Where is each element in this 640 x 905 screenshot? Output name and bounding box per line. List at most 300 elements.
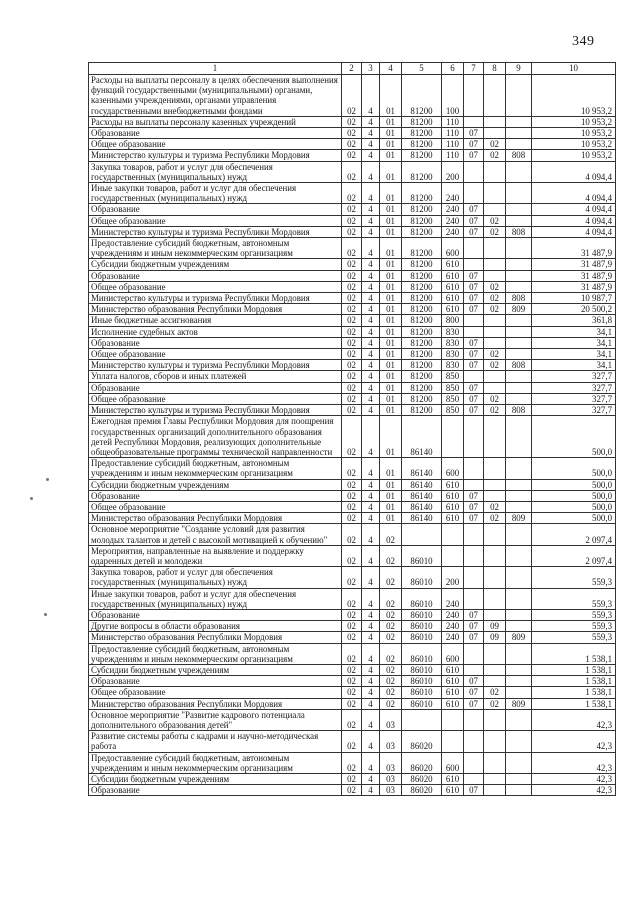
code-cell-c9 xyxy=(506,545,532,566)
amount-cell: 500,0 xyxy=(532,416,616,458)
code-cell-c3: 4 xyxy=(362,128,380,139)
code-cell-c2: 02 xyxy=(342,259,362,270)
code-cell-c9 xyxy=(506,183,532,204)
code-cell-c5: 86010 xyxy=(402,664,442,675)
code-cell-c3: 4 xyxy=(362,238,380,259)
code-cell-c3: 4 xyxy=(362,215,380,226)
code-cell-c6: 610 xyxy=(442,293,464,304)
code-cell-c9 xyxy=(506,609,532,620)
code-cell-c5: 81200 xyxy=(402,293,442,304)
table-row xyxy=(89,326,616,337)
amount-cell: 559,3 xyxy=(532,621,616,632)
amount-cell: 4 094,4 xyxy=(532,215,616,226)
code-cell-c7: 07 xyxy=(464,360,484,371)
code-cell-c7: 07 xyxy=(464,609,484,620)
amount-cell: 559,3 xyxy=(532,567,616,588)
scan-speck xyxy=(44,613,47,616)
code-cell-c3: 4 xyxy=(362,139,380,150)
row-name-cell: Министерство культуры и туризма Республики Мордовия xyxy=(89,150,342,161)
code-cell-c7 xyxy=(464,238,484,259)
code-cell-c5: 86010 xyxy=(402,588,442,609)
amount-cell: 1 538,1 xyxy=(532,687,616,698)
code-cell-c7: 07 xyxy=(464,676,484,687)
row-name-cell: Субсидии бюджетным учреждениям xyxy=(89,259,342,270)
table-row xyxy=(89,349,616,360)
code-cell-c7 xyxy=(464,752,484,773)
code-cell-c9 xyxy=(506,349,532,360)
code-cell-c6: 610 xyxy=(442,490,464,501)
code-cell-c5: 81200 xyxy=(402,116,442,127)
code-cell-c9 xyxy=(506,270,532,281)
code-cell-c5: 81200 xyxy=(402,371,442,382)
table-row xyxy=(89,588,616,609)
code-cell-c7: 07 xyxy=(464,382,484,393)
code-cell-c2: 02 xyxy=(342,315,362,326)
code-cell-c4: 01 xyxy=(380,405,402,416)
code-cell-c3: 4 xyxy=(362,270,380,281)
table-row xyxy=(89,304,616,315)
table-row xyxy=(89,416,616,458)
row-name-cell: Министерство культуры и туризма Республики Мордовия xyxy=(89,405,342,416)
amount-cell: 327,7 xyxy=(532,393,616,404)
code-cell-c6: 110 xyxy=(442,150,464,161)
code-cell-c4: 01 xyxy=(380,116,402,127)
code-cell-c8: 02 xyxy=(484,687,506,698)
code-cell-c9 xyxy=(506,75,532,117)
code-cell-c6: 610 xyxy=(442,774,464,785)
table-row xyxy=(89,513,616,524)
table-row xyxy=(89,752,616,773)
amount-cell: 31 487,9 xyxy=(532,259,616,270)
row-name-cell: Образование xyxy=(89,382,342,393)
column-header: 6 xyxy=(442,63,464,75)
code-cell-c7: 07 xyxy=(464,621,484,632)
amount-cell: 2 097,4 xyxy=(532,545,616,566)
code-cell-c2: 02 xyxy=(342,632,362,643)
code-cell-c6: 600 xyxy=(442,238,464,259)
scan-speck xyxy=(30,497,33,500)
code-cell-c2: 02 xyxy=(342,785,362,796)
table-row xyxy=(89,382,616,393)
code-cell-c6: 850 xyxy=(442,382,464,393)
code-cell-c6: 610 xyxy=(442,664,464,675)
code-cell-c7: 07 xyxy=(464,215,484,226)
table-row xyxy=(89,774,616,785)
code-cell-c3: 4 xyxy=(362,304,380,315)
code-cell-c5: 86140 xyxy=(402,458,442,479)
code-cell-c2: 02 xyxy=(342,405,362,416)
code-cell-c2: 02 xyxy=(342,150,362,161)
code-cell-c3: 4 xyxy=(362,490,380,501)
code-cell-c3: 4 xyxy=(362,281,380,292)
code-cell-c4: 01 xyxy=(380,204,402,215)
code-cell-c8 xyxy=(484,709,506,730)
code-cell-c9 xyxy=(506,588,532,609)
code-cell-c4: 02 xyxy=(380,632,402,643)
code-cell-c6: 610 xyxy=(442,785,464,796)
row-name-cell: Образование xyxy=(89,676,342,687)
code-cell-c4: 01 xyxy=(380,270,402,281)
amount-cell: 559,3 xyxy=(532,609,616,620)
code-cell-c4: 01 xyxy=(380,349,402,360)
code-cell-c8: 02 xyxy=(484,393,506,404)
row-name-cell: Министерство образования Республики Мордовия xyxy=(89,632,342,643)
code-cell-c8 xyxy=(484,479,506,490)
code-cell-c7 xyxy=(464,116,484,127)
code-cell-c8: 02 xyxy=(484,304,506,315)
code-cell-c8 xyxy=(484,259,506,270)
column-header: 1 xyxy=(89,63,342,75)
code-cell-c9 xyxy=(506,731,532,752)
table-row xyxy=(89,360,616,371)
code-cell-c6 xyxy=(442,416,464,458)
code-cell-c9 xyxy=(506,371,532,382)
code-cell-c6: 850 xyxy=(442,405,464,416)
code-cell-c3: 4 xyxy=(362,337,380,348)
code-cell-c3: 4 xyxy=(362,676,380,687)
code-cell-c9: 808 xyxy=(506,360,532,371)
row-name-cell: Уплата налогов, сборов и иных платежей xyxy=(89,371,342,382)
code-cell-c3: 4 xyxy=(362,382,380,393)
code-cell-c3: 4 xyxy=(362,752,380,773)
code-cell-c5: 81200 xyxy=(402,226,442,237)
amount-cell: 10 953,2 xyxy=(532,139,616,150)
code-cell-c3: 4 xyxy=(362,698,380,709)
amount-cell: 1 538,1 xyxy=(532,676,616,687)
code-cell-c8 xyxy=(484,238,506,259)
code-cell-c3: 4 xyxy=(362,360,380,371)
code-cell-c3: 4 xyxy=(362,664,380,675)
code-cell-c8 xyxy=(484,643,506,664)
table-row xyxy=(89,238,616,259)
code-cell-c7: 07 xyxy=(464,204,484,215)
code-cell-c7: 07 xyxy=(464,150,484,161)
code-cell-c7: 07 xyxy=(464,281,484,292)
code-cell-c5: 81200 xyxy=(402,337,442,348)
amount-cell: 361,8 xyxy=(532,315,616,326)
code-cell-c5: 86010 xyxy=(402,567,442,588)
code-cell-c7: 07 xyxy=(464,501,484,512)
code-cell-c5 xyxy=(402,524,442,545)
code-cell-c6: 240 xyxy=(442,632,464,643)
table-row xyxy=(89,75,616,117)
code-cell-c9 xyxy=(506,204,532,215)
code-cell-c6: 610 xyxy=(442,513,464,524)
column-header: 4 xyxy=(380,63,402,75)
code-cell-c3: 4 xyxy=(362,501,380,512)
code-cell-c8: 02 xyxy=(484,501,506,512)
code-cell-c6: 800 xyxy=(442,315,464,326)
code-cell-c3: 4 xyxy=(362,75,380,117)
code-cell-c8: 09 xyxy=(484,621,506,632)
code-cell-c3: 4 xyxy=(362,524,380,545)
code-cell-c9 xyxy=(506,621,532,632)
code-cell-c8 xyxy=(484,664,506,675)
code-cell-c7: 07 xyxy=(464,270,484,281)
code-cell-c6: 600 xyxy=(442,458,464,479)
row-name-cell: Основное мероприятие "Развитие кадрового потенциала дополнительного образования детей" xyxy=(89,709,342,730)
table-row xyxy=(89,524,616,545)
code-cell-c2: 02 xyxy=(342,490,362,501)
code-cell-c8 xyxy=(484,731,506,752)
code-cell-c5: 86140 xyxy=(402,513,442,524)
table-row xyxy=(89,632,616,643)
table-row xyxy=(89,567,616,588)
code-cell-c9 xyxy=(506,116,532,127)
amount-cell: 4 094,4 xyxy=(532,226,616,237)
code-cell-c9 xyxy=(506,215,532,226)
code-cell-c7: 07 xyxy=(464,337,484,348)
code-cell-c2: 02 xyxy=(342,416,362,458)
code-cell-c6: 110 xyxy=(442,139,464,150)
code-cell-c9 xyxy=(506,259,532,270)
code-cell-c6: 610 xyxy=(442,501,464,512)
code-cell-c4: 01 xyxy=(380,326,402,337)
table-row xyxy=(89,161,616,182)
row-name-cell: Министерство культуры и туризма Республики Мордовия xyxy=(89,226,342,237)
code-cell-c4: 01 xyxy=(380,382,402,393)
code-cell-c2: 02 xyxy=(342,458,362,479)
code-cell-c9 xyxy=(506,643,532,664)
row-name-cell: Развитие системы работы с кадрами и научно-методическая работа xyxy=(89,731,342,752)
code-cell-c2: 02 xyxy=(342,326,362,337)
table-row xyxy=(89,128,616,139)
code-cell-c4: 02 xyxy=(380,588,402,609)
table-row xyxy=(89,183,616,204)
code-cell-c9 xyxy=(506,128,532,139)
code-cell-c6: 610 xyxy=(442,281,464,292)
code-cell-c2: 02 xyxy=(342,304,362,315)
table-row xyxy=(89,281,616,292)
code-cell-c8 xyxy=(484,128,506,139)
code-cell-c2: 02 xyxy=(342,293,362,304)
code-cell-c5: 81200 xyxy=(402,360,442,371)
table-row xyxy=(89,490,616,501)
amount-cell: 2 097,4 xyxy=(532,524,616,545)
code-cell-c4: 01 xyxy=(380,513,402,524)
code-cell-c4: 01 xyxy=(380,304,402,315)
table-row xyxy=(89,226,616,237)
table-row xyxy=(89,405,616,416)
code-cell-c5: 86010 xyxy=(402,676,442,687)
code-cell-c3: 4 xyxy=(362,371,380,382)
code-cell-c8 xyxy=(484,183,506,204)
code-cell-c6: 200 xyxy=(442,161,464,182)
code-cell-c6: 610 xyxy=(442,698,464,709)
table-row xyxy=(89,215,616,226)
code-cell-c4: 01 xyxy=(380,128,402,139)
code-cell-c7: 07 xyxy=(464,349,484,360)
table-row xyxy=(89,609,616,620)
code-cell-c5: 86140 xyxy=(402,416,442,458)
amount-cell: 42,3 xyxy=(532,709,616,730)
code-cell-c3: 4 xyxy=(362,687,380,698)
table-row xyxy=(89,371,616,382)
code-cell-c6: 240 xyxy=(442,621,464,632)
code-cell-c6: 240 xyxy=(442,588,464,609)
code-cell-c3: 4 xyxy=(362,349,380,360)
row-name-cell: Иные бюджетные ассигнования xyxy=(89,315,342,326)
row-name-cell: Министерство культуры и туризма Республики Мордовия xyxy=(89,360,342,371)
code-cell-c7 xyxy=(464,567,484,588)
amount-cell: 559,3 xyxy=(532,632,616,643)
amount-cell: 4 094,4 xyxy=(532,183,616,204)
code-cell-c6 xyxy=(442,545,464,566)
code-cell-c6: 610 xyxy=(442,676,464,687)
code-cell-c6: 830 xyxy=(442,349,464,360)
code-cell-c4: 01 xyxy=(380,281,402,292)
code-cell-c7: 07 xyxy=(464,785,484,796)
code-cell-c6: 240 xyxy=(442,204,464,215)
amount-cell: 4 094,4 xyxy=(532,161,616,182)
code-cell-c4: 02 xyxy=(380,643,402,664)
code-cell-c2: 02 xyxy=(342,524,362,545)
code-cell-c5: 81200 xyxy=(402,304,442,315)
code-cell-c7 xyxy=(464,588,484,609)
code-cell-c6: 610 xyxy=(442,270,464,281)
amount-cell: 500,0 xyxy=(532,490,616,501)
row-name-cell: Иные закупки товаров, работ и услуг для обеспечения государственных (муниципальных) нужд xyxy=(89,588,342,609)
code-cell-c9 xyxy=(506,326,532,337)
code-cell-c2: 02 xyxy=(342,204,362,215)
row-name-cell: Общее образование xyxy=(89,139,342,150)
code-cell-c7 xyxy=(464,545,484,566)
code-cell-c7 xyxy=(464,774,484,785)
code-cell-c2: 02 xyxy=(342,238,362,259)
code-cell-c3: 4 xyxy=(362,621,380,632)
code-cell-c8: 02 xyxy=(484,360,506,371)
row-name-cell: Расходы на выплаты персоналу в целях обеспечения выполнения функций государственными (муниципальными) органами, казенными учреждениями, органами управления государственными внебюджетными фондами xyxy=(89,75,342,117)
row-name-cell: Субсидии бюджетным учреждениям xyxy=(89,479,342,490)
code-cell-c7: 07 xyxy=(464,293,484,304)
code-cell-c2: 02 xyxy=(342,371,362,382)
code-cell-c5: 81200 xyxy=(402,382,442,393)
table-row xyxy=(89,664,616,675)
row-name-cell: Субсидии бюджетным учреждениям xyxy=(89,664,342,675)
code-cell-c5: 81200 xyxy=(402,183,442,204)
code-cell-c7 xyxy=(464,709,484,730)
amount-cell: 1 538,1 xyxy=(532,664,616,675)
code-cell-c7 xyxy=(464,326,484,337)
code-cell-c2: 02 xyxy=(342,513,362,524)
code-cell-c9 xyxy=(506,501,532,512)
code-cell-c9 xyxy=(506,676,532,687)
code-cell-c6: 240 xyxy=(442,226,464,237)
code-cell-c7: 07 xyxy=(464,139,484,150)
code-cell-c6: 610 xyxy=(442,304,464,315)
column-header: 10 xyxy=(532,63,616,75)
code-cell-c9 xyxy=(506,567,532,588)
code-cell-c3: 4 xyxy=(362,116,380,127)
code-cell-c5: 81200 xyxy=(402,315,442,326)
code-cell-c2: 02 xyxy=(342,349,362,360)
code-cell-c3: 4 xyxy=(362,393,380,404)
code-cell-c7: 07 xyxy=(464,128,484,139)
code-cell-c2: 02 xyxy=(342,643,362,664)
code-cell-c2: 02 xyxy=(342,676,362,687)
code-cell-c4: 02 xyxy=(380,621,402,632)
code-cell-c2: 02 xyxy=(342,360,362,371)
code-cell-c9 xyxy=(506,139,532,150)
code-cell-c5: 86010 xyxy=(402,698,442,709)
code-cell-c5: 81200 xyxy=(402,75,442,117)
code-cell-c6: 610 xyxy=(442,259,464,270)
code-cell-c2: 02 xyxy=(342,664,362,675)
code-cell-c2: 02 xyxy=(342,774,362,785)
code-cell-c6: 600 xyxy=(442,643,464,664)
code-cell-c7 xyxy=(464,524,484,545)
code-cell-c8 xyxy=(484,588,506,609)
code-cell-c7 xyxy=(464,161,484,182)
code-cell-c7 xyxy=(464,643,484,664)
row-name-cell: Ежегодная премия Главы Республики Мордовия для поощрения государственных организаций дополнительного образования детей Республики Мордовия, реализующих дополнительные общеобразовательные программы технической направленности xyxy=(89,416,342,458)
code-cell-c5: 86010 xyxy=(402,632,442,643)
row-name-cell: Расходы на выплаты персоналу казенных учреждений xyxy=(89,116,342,127)
amount-cell: 327,7 xyxy=(532,371,616,382)
code-cell-c5: 81200 xyxy=(402,405,442,416)
code-cell-c7 xyxy=(464,259,484,270)
code-cell-c7 xyxy=(464,315,484,326)
code-cell-c4: 03 xyxy=(380,785,402,796)
code-cell-c5: 81200 xyxy=(402,139,442,150)
code-cell-c3: 4 xyxy=(362,259,380,270)
code-cell-c3: 4 xyxy=(362,632,380,643)
code-cell-c2: 02 xyxy=(342,621,362,632)
code-cell-c5: 81200 xyxy=(402,161,442,182)
code-cell-c8 xyxy=(484,567,506,588)
code-cell-c3: 4 xyxy=(362,416,380,458)
amount-cell: 1 538,1 xyxy=(532,643,616,664)
code-cell-c9 xyxy=(506,281,532,292)
code-cell-c8 xyxy=(484,416,506,458)
table-header-row xyxy=(89,63,616,75)
code-cell-c5 xyxy=(402,709,442,730)
column-header: 2 xyxy=(342,63,362,75)
code-cell-c2: 02 xyxy=(342,128,362,139)
code-cell-c6: 110 xyxy=(442,116,464,127)
code-cell-c8: 02 xyxy=(484,226,506,237)
code-cell-c6: 240 xyxy=(442,215,464,226)
amount-cell: 34,1 xyxy=(532,337,616,348)
code-cell-c4: 01 xyxy=(380,315,402,326)
code-cell-c2: 02 xyxy=(342,479,362,490)
code-cell-c5: 86140 xyxy=(402,479,442,490)
code-cell-c2: 02 xyxy=(342,215,362,226)
table-row xyxy=(89,150,616,161)
code-cell-c7 xyxy=(464,75,484,117)
code-cell-c8 xyxy=(484,490,506,501)
code-cell-c7 xyxy=(464,664,484,675)
row-name-cell: Общее образование xyxy=(89,281,342,292)
amount-cell: 500,0 xyxy=(532,513,616,524)
budget-table xyxy=(88,62,616,796)
code-cell-c3: 4 xyxy=(362,731,380,752)
row-name-cell: Предоставление субсидий бюджетным, автономным учреждениям и иным некоммерческим организациям xyxy=(89,238,342,259)
code-cell-c8 xyxy=(484,609,506,620)
code-cell-c6: 610 xyxy=(442,479,464,490)
code-cell-c7 xyxy=(464,458,484,479)
code-cell-c8: 02 xyxy=(484,139,506,150)
row-name-cell: Образование xyxy=(89,785,342,796)
amount-cell: 10 953,2 xyxy=(532,128,616,139)
code-cell-c3: 4 xyxy=(362,204,380,215)
code-cell-c2: 02 xyxy=(342,281,362,292)
code-cell-c8 xyxy=(484,337,506,348)
amount-cell: 42,3 xyxy=(532,752,616,773)
code-cell-c2: 02 xyxy=(342,337,362,348)
code-cell-c8 xyxy=(484,75,506,117)
column-header: 9 xyxy=(506,63,532,75)
